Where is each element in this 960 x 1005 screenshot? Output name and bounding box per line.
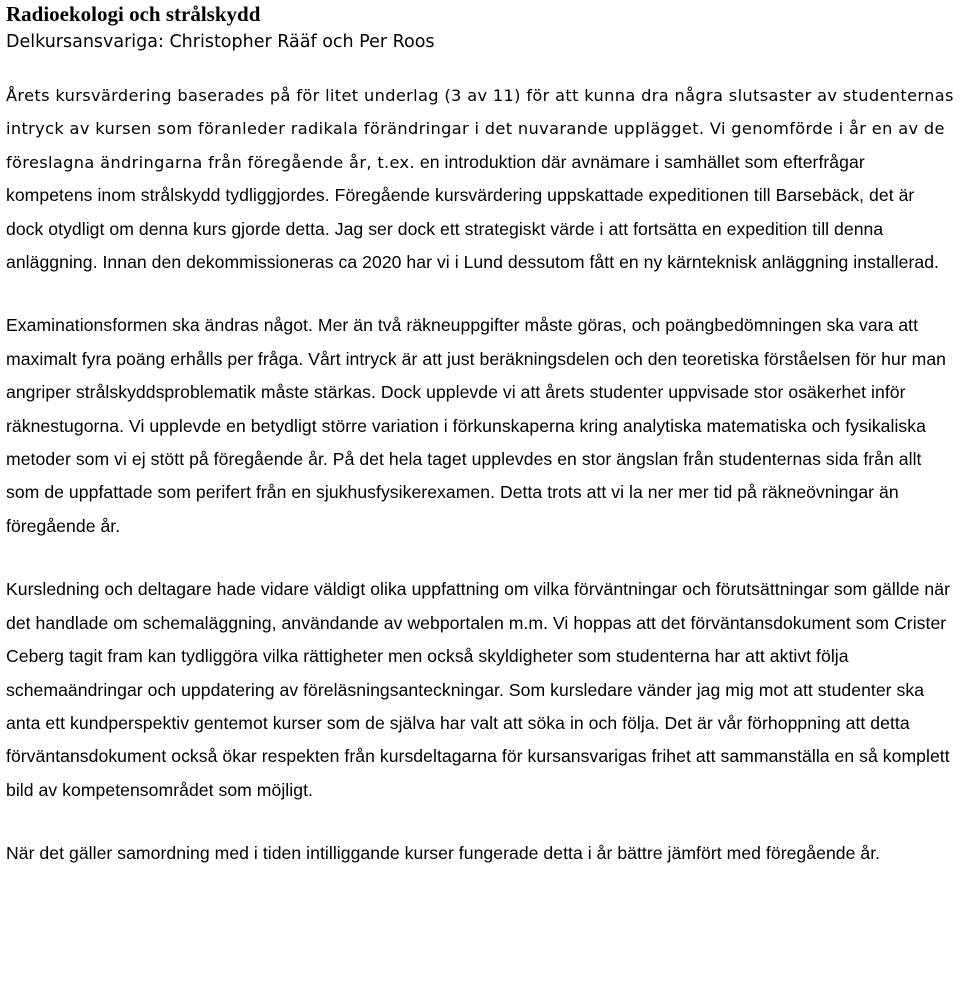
paragraph-course-evaluation — [6, 79, 956, 279]
document-title: Radioekologi och strålskydd — [6, 2, 261, 26]
paragraph-coordination: När det gäller samordning med i tiden intilliggande kurser fungerade detta i år bättre jämfört med föregående år. — [6, 843, 881, 864]
document — [6, 0, 956, 901]
paragraph-examination: Examinationsformen ska ändras något. Mer än två räkneuppgifter måste göras, och poängbedömningen ska vara att maximalt fyra poäng erhålls per fråga. Vårt intryck är att just beräkningsdelen och den teoretiska förståelsen för hur man angriper strålskyddsproblematik måste stärkas. Dock upplevde vi att årets studenter uppvisade stor osäkerhet inför räknestugorna. Vi upplevde en betydligt större variation i förkunskaperna kring analytiska matematiska och fysikaliska metoder som vi ej stött på föregående år. På det hela taget upplevdes en stor ängslan från studenternas sida från allt som de uppfattade som perifert från en sjukhusfysikerexamen. Detta trots att vi la ner mer tid på räkneövningar än föregående år. — [6, 315, 947, 536]
document-subtitle: Delkursansvariga: Christopher Rääf och Per Roos — [6, 32, 435, 52]
paragraph-text: en introduktion där avnämare i samhället som efterfrågar kompetens inom strålskydd tydliggjordes. Föregående kursvärdering uppskattade expeditionen till Barsebäck, det är dock otydligt om denna kurs gjorde detta. Jag ser dock ett strategiskt värde i att fortsätta en expedition till denna anläggning. Innan den dekommissioneras ca 2020 har vi i Lund dessutom fått en ny kärnteknisk anläggning installerad. — [6, 151, 939, 273]
paragraph-course-management: Kursledning och deltagare hade vidare väldigt olika uppfattning om vilka förväntningar och förutsättningar som gällde när det handlade om schemaläggning, användande av webportalen m.m. Vi hoppas att det förväntansdokument som Crister Ceberg tagit fram kan tydliggöra vilka rättigheter men också skyldigheter som studenterna har att aktivt följa schemaändringar och uppdatering av föreläsningsanteckningar. Som kursledare vänder jag mig mot att studenter ska anta ett kundperspektiv gentemot kurser som de själva har valt att söka in och följa. Det är vår förhoppning att detta förväntansdokument också ökar respekten från kursdeltagarna för kursansvarigas frihet att sammanställa en så komplett bild av kompetensområdet som möjligt. — [6, 579, 950, 800]
paragraph-text: Årets kursvärdering baserades på för litet underlag (3 av 11) för att kunna dra några slutsaster av studenternas intryck av kursen som föranleder radikala förändringar i det nuvarande upplägget. Vi genomförde i år en av de föreslagna ändringarna från föregående år, t.ex. — [6, 86, 954, 172]
